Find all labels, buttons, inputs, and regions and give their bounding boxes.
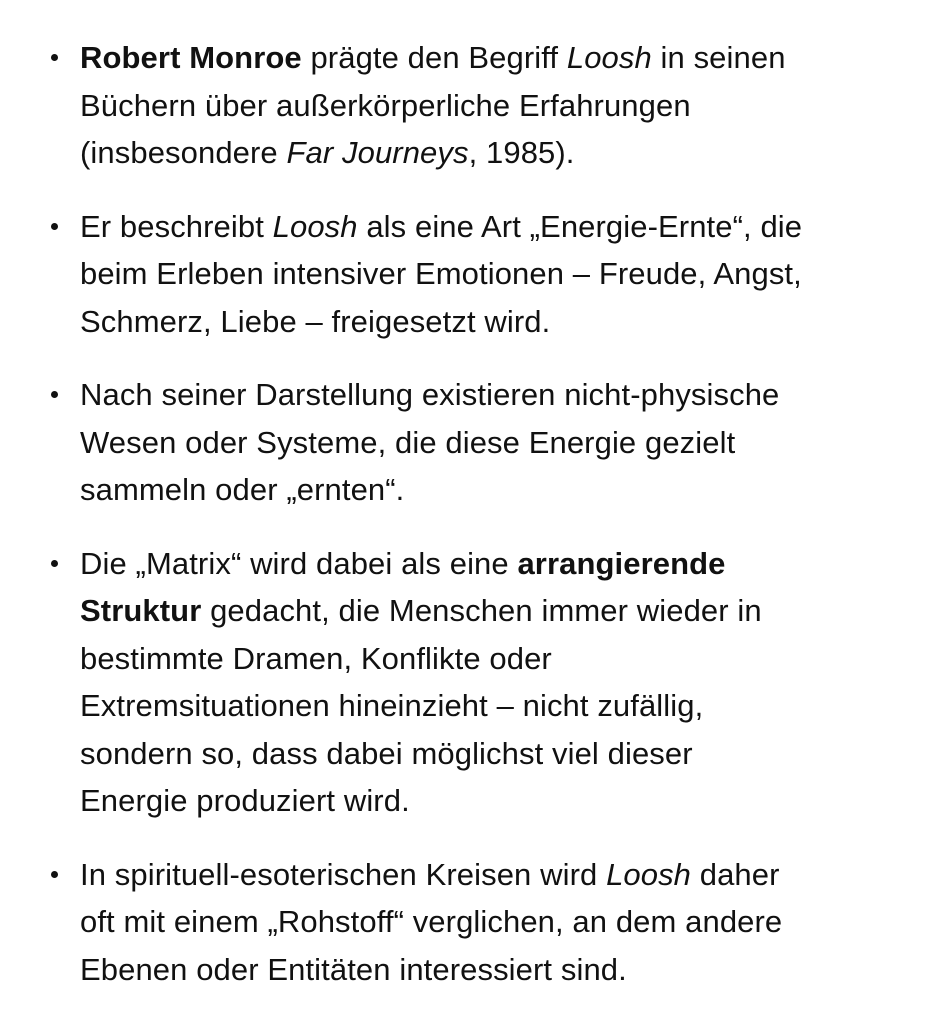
- list-item-text: [80, 371, 900, 514]
- italic-text: Loosh: [272, 208, 358, 244]
- text-segment: in seinen: [651, 40, 786, 75]
- list-item: [0, 34, 930, 177]
- text-segment: Die „Matrix“ wird dabei als eine: [80, 545, 518, 581]
- text-line: [80, 946, 900, 994]
- bold-text: Robert Monroe: [80, 40, 302, 75]
- text-line: [80, 129, 900, 177]
- text-segment: sondern so, dass dabei möglichst viel dieser: [80, 735, 693, 771]
- text-line: [80, 466, 900, 514]
- text-segment: Energie produziert wird.: [80, 783, 410, 818]
- text-line: [80, 250, 900, 298]
- text-segment: daher: [691, 856, 780, 892]
- text-segment: prägte den Begriff: [301, 40, 567, 75]
- text-line: [80, 777, 900, 825]
- text-line: [80, 635, 900, 683]
- text-segment: Schmerz, Liebe – freigesetzt wird.: [80, 303, 551, 339]
- text-segment: (insbesondere: [80, 135, 287, 170]
- list-item: [0, 371, 930, 514]
- bullet-list: [0, 34, 930, 993]
- bullet-dot-icon: [51, 391, 58, 398]
- text-segment: als eine Art „Energie-Ernte“, die: [357, 208, 803, 244]
- text-line: [80, 730, 900, 778]
- text-line: [80, 298, 900, 346]
- text-line: [80, 203, 900, 251]
- text-line: [80, 82, 900, 130]
- text-segment: bestimmte Dramen, Konflikte oder: [80, 640, 552, 676]
- bullet-dot-icon: [51, 871, 58, 878]
- text-segment: beim Erleben intensiver Emotionen – Freude, Angst,: [80, 256, 802, 291]
- text-segment: Extremsituationen hineinzieht – nicht zufällig,: [80, 688, 704, 723]
- list-item-text: [80, 34, 900, 177]
- italic-text: Loosh: [606, 856, 692, 892]
- text-segment: Büchern über außerkörperliche Erfahrungen: [80, 87, 691, 123]
- text-line: [80, 371, 900, 419]
- text-segment: In spirituell-esoterischen Kreisen wird: [80, 856, 607, 892]
- text-segment: , 1985).: [468, 135, 575, 170]
- bold-text: Struktur: [80, 593, 202, 628]
- text-line: [80, 682, 900, 730]
- bullet-dot-icon: [51, 54, 58, 61]
- list-item: [0, 203, 930, 346]
- list-item-text: [80, 540, 900, 825]
- list-item-text: [80, 851, 900, 994]
- bullet-dot-icon: [51, 223, 58, 230]
- text-line: [80, 851, 900, 899]
- text-line: [80, 419, 900, 467]
- list-item-text: [80, 203, 900, 346]
- list-item: [0, 540, 930, 825]
- text-line: [80, 898, 900, 946]
- text-segment: oft mit einem „Rohstoff“ verglichen, an dem andere: [80, 904, 783, 939]
- text-segment: Wesen oder Systeme, die diese Energie gezielt: [80, 424, 736, 460]
- bullet-dot-icon: [51, 560, 58, 567]
- text-segment: Er beschreibt: [80, 208, 273, 244]
- text-segment: Ebenen oder Entitäten interessiert sind.: [80, 951, 627, 987]
- list-item: [0, 851, 930, 994]
- italic-text: Far Journeys: [286, 135, 469, 170]
- italic-text: Loosh: [566, 40, 652, 75]
- text-line: [80, 34, 900, 82]
- bold-text: arrangierende: [517, 545, 726, 581]
- text-line: [80, 540, 900, 588]
- text-line: [80, 587, 900, 635]
- text-segment: gedacht, die Menschen immer wieder in: [201, 593, 762, 628]
- text-segment: Nach seiner Darstellung existieren nicht-physische: [80, 377, 780, 412]
- text-segment: sammeln oder „ernten“.: [80, 472, 405, 507]
